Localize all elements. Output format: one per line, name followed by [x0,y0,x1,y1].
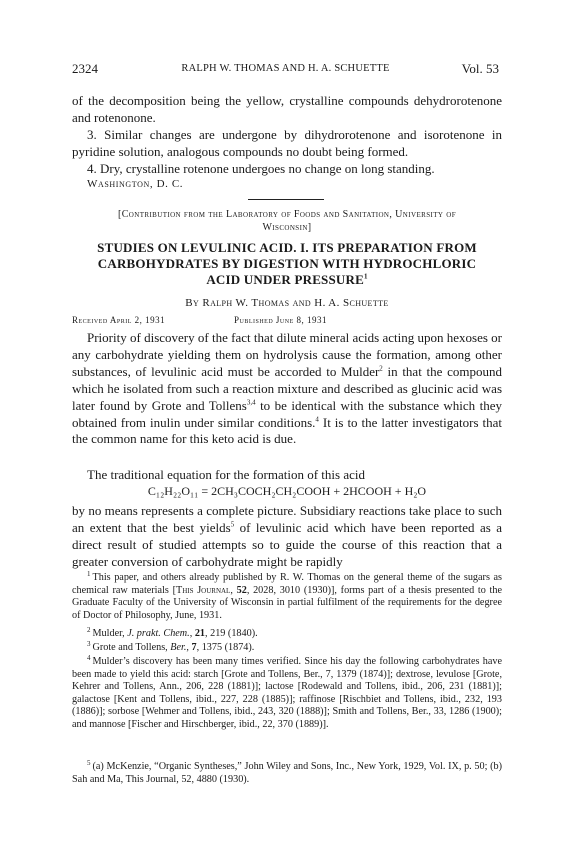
p1-text-c: to be identical with the substance which they obtained from inulin under similar conditions. [72,397,502,430]
fn1-text-b: , [230,584,237,596]
summary-item-4: 4. Dry, crystalline rotenone undergoes no change on long standing. [87,161,435,176]
fn3-text-a: Grote and Tollens, [92,642,171,653]
summary-item-3: 3. Similar changes are undergone by dihydrorotenone and isorotenone in pyridine solution, analogous compounds no doubt being formed. [72,127,502,159]
footnote-mark: 3 [87,639,91,648]
contribution-note [72,208,502,234]
footnote-mark: 4 [87,653,91,662]
section-divider [248,199,324,200]
footnote-3 [72,639,502,655]
ref-mark: 2 [379,364,383,373]
p3-text-b: of levulinic acid which have been reported as a direct result of studied attempts so to guide the course of this reaction that a greater conversion of carbohydrate might be rapidly [72,519,503,569]
footnote-mark: 2 [87,625,91,634]
title-footnote-mark: 1 [363,272,368,281]
fn2-text-c: , 219 (1840). [205,628,258,639]
footnote-5 [72,758,502,786]
fn1-text-c: , 2028, 3010 (1930)], forms part of a thesis presented to the Graduate Faculty of the University of Wisconsin in partial fulfilment of the requirements for the degree of Doctor of Philosophy, June, 1931. [72,584,503,621]
fn1-volume: 52 [236,584,247,596]
ref-mark: 5 [230,520,235,529]
author-byline: By Ralph W. Thomas and H. A. Schuette [185,297,389,309]
title-line-1: STUDIES ON LEVULINIC ACID. I. ITS PREPARATION FROM [97,240,477,255]
body-paragraph-1 [72,330,502,448]
title-line-2: CARBOHYDRATES BY DIGESTION WITH HYDROCHLORIC [97,256,477,271]
page-number: 2324 [72,61,98,76]
ref-mark: 4 [315,415,319,424]
fn2-journal: J. prakt. Chem. [127,628,190,639]
footnote-mark: 1 [87,569,91,578]
p1-text-b: in that the compound which he isolated from such a reaction mixture and described as glucinic acid was later found by Grote and Tollens [72,363,502,413]
title-line-3-text: ACID UNDER PRESSURE [206,272,364,287]
fn3-volume: 7 [191,642,197,653]
fn5-text: (a) McKenzie, “Organic Syntheses,” John Wiley and Sons, Inc., New York, 1929, Vol. IX, p. 50; (b) Sah and Ma, This Journal, 52, 4880 (1930). [72,761,502,785]
footnote-4 [72,653,502,732]
p3-text-a: by no means represents a complete picture. Subsidiary reactions take place to such an extent that the best yields [72,503,502,535]
fn2-text-b: , [189,628,195,639]
body-paragraph-3 [72,503,502,571]
page-header [72,60,499,78]
continuation-paragraph: of the decomposition being the yellow, crystalline compounds dehydrorotenone and rotenonone. [72,93,502,125]
fn4-text: Mulder’s discovery has been many times verified. Since his day the following carbohydrates have been made to yield this acid: starch [Grote and Tollens, Ber., 7, 1379 (1874)]; dextrose, levulose [Grote, Kehrer and Tollens, Ann., 206, 228 (1881)]; lactose [Rodewald and Tollens, ibid., 206, 231 (1881)]; galactose [Kent and Tollens, ibid., 227, 228 (1885)]; raffinose [Rischbiet and Tollens, ibid., 232, 193 (1886)]; sorbose [Wehmer and Tollens, ibid., 243, 320 (1888)]; Smith and Tollens, Ber., 33, 1286 (1900); and mannose [Fischer and Hirschberger, ibid., 22, 370 (1889)]. [72,656,502,730]
footnote-mark: 5 [87,758,91,767]
chemical-equation: C₁₂H₂₂O₁₁ = 2CH₃COCH₂CH₂COOH + 2HCOOH + H₂O [147,484,427,498]
published-date: Published June 8, 1931 [234,315,328,325]
volume-label: Vol. 53 [461,61,499,76]
footnote-1 [72,569,503,622]
contribution-line-1: [Contribution from the Laboratory of Foods and Sanitation, University of [117,209,456,220]
received-date: Received April 2, 1931 [72,315,166,325]
fn1-journal: This Journal [175,584,231,596]
article-title [72,240,502,288]
fn3-text-c: , 1375 (1874). [196,642,255,653]
p1-text-a: Priority of discovery of the fact that dilute mineral acids acting upon hexoses or any carbohydrate yielding them on hydrolysis cause the formation, among other substances, of levulinic acid must be accorded to Mulder [72,330,502,379]
fn3-text-b: , [186,642,192,653]
footnote-2 [72,625,502,641]
p1-text-d: It is to the latter investigators that the common name for this keto acid is due. [72,414,502,447]
ref-mark: 3,4 [246,398,256,407]
fn3-journal: Ber. [170,642,187,653]
fn1-text-a: This paper, and others already published by R. W. Thomas on the general theme of the sugars as chemical raw materials [ [72,572,502,596]
contribution-line-2: Wisconsin] [262,222,312,233]
body-paragraph-2: The traditional equation for the formation of this acid [87,467,365,482]
place-line: Washington, D. C. [87,178,184,190]
fn2-text-a: Mulder, [92,628,128,639]
fn2-volume: 21 [194,628,205,639]
title-line-3 [72,272,502,288]
running-head: RALPH W. THOMAS AND H. A. SCHUETTE [181,63,390,74]
